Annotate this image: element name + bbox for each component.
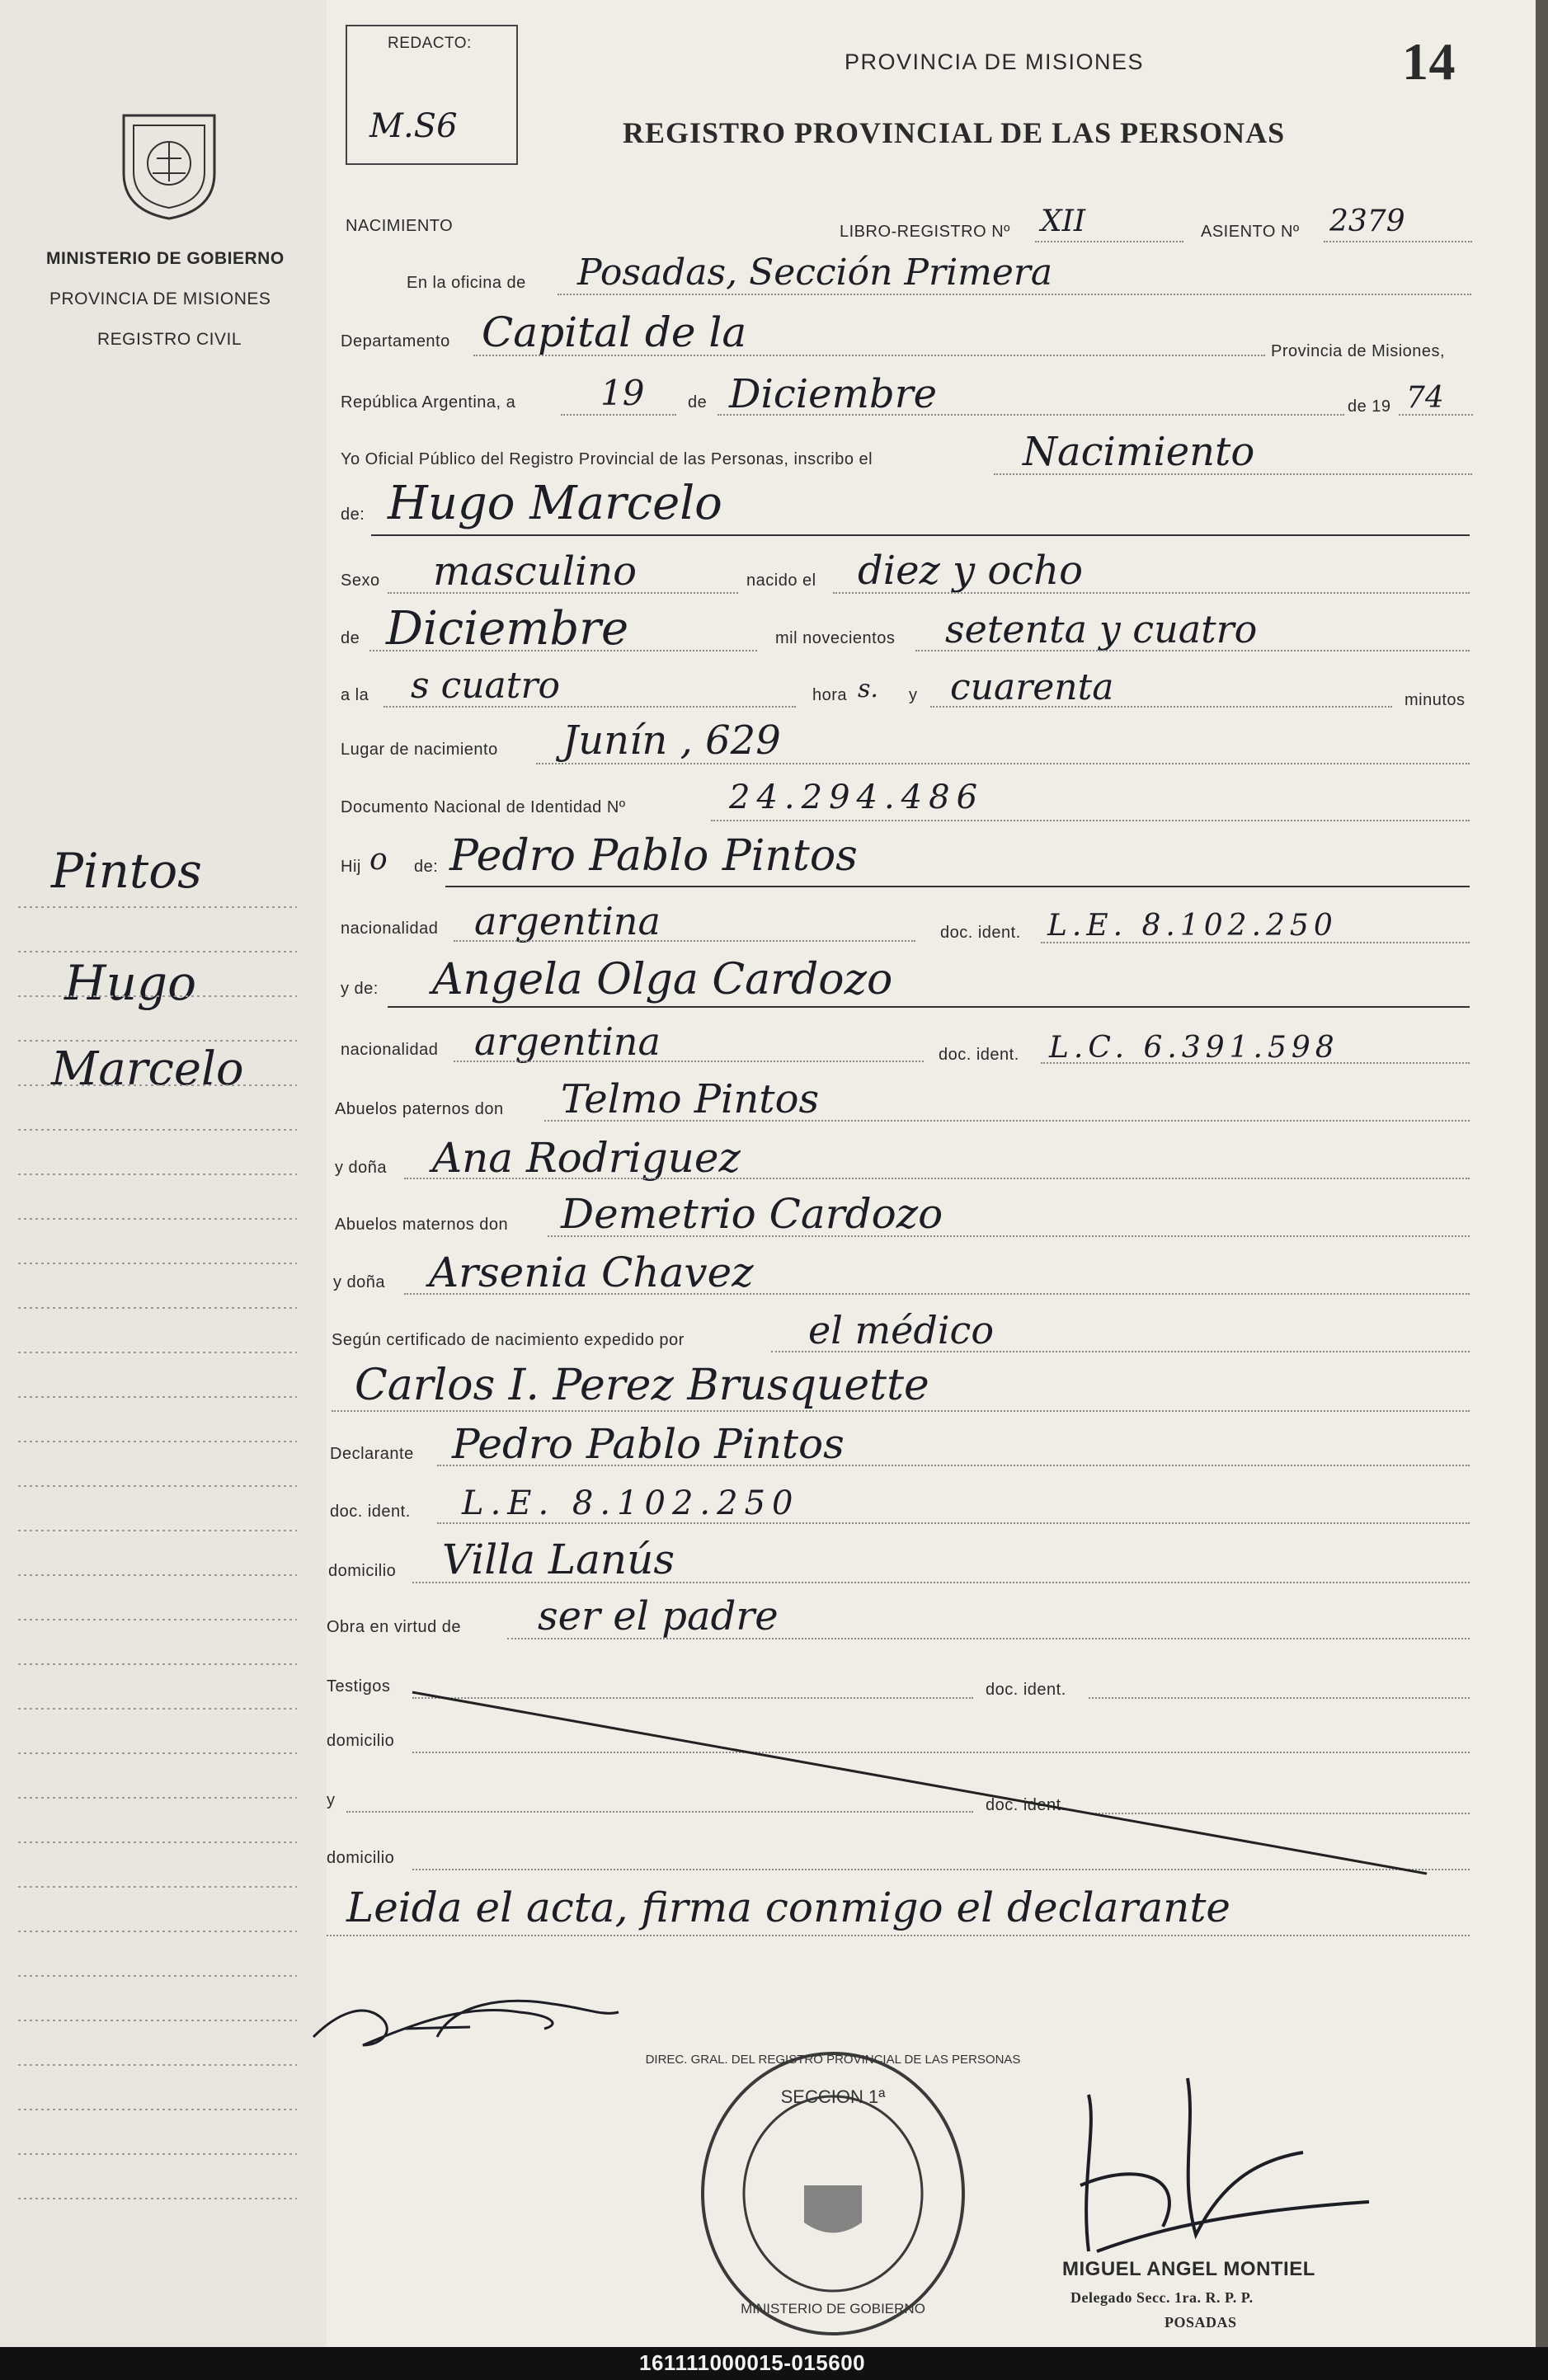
province-label: PROVINCIA DE MISIONES: [49, 289, 271, 308]
leida-dots: [327, 1935, 1470, 1936]
anio2-value: setenta y cuatro: [945, 607, 1258, 651]
ministry-label: MINISTERIO DE GOBIERNO: [46, 249, 285, 268]
obra-label: Obra en virtud de: [327, 1618, 462, 1636]
abuela-paterna-dots: [404, 1178, 1470, 1179]
anio-dots: [1399, 414, 1473, 416]
redacto-label: REDACTO:: [388, 35, 472, 52]
testigo1-doc-label: doc. ident.: [986, 1681, 1066, 1699]
nombre-line: [371, 534, 1470, 536]
official-signature: [973, 2062, 1402, 2276]
barcode-text: 161111000015-015600: [639, 2350, 866, 2375]
minutos-label: minutos: [1404, 691, 1466, 709]
asiento-label: ASIENTO Nº: [1201, 223, 1300, 241]
lugar-label: Lugar de nacimiento: [341, 741, 498, 759]
nac1-value: argentina: [474, 899, 661, 943]
declarante-label: Declarante: [330, 1445, 414, 1463]
left-ruled-lines: [0, 0, 327, 2380]
official-city: POSADAS: [1165, 2314, 1237, 2331]
testigo1-domicilio-label: domicilio: [327, 1732, 395, 1750]
abuelos-paternos-dots: [544, 1120, 1470, 1122]
leida-statement: Leida el acta, firma conmigo el declarante: [346, 1884, 1231, 1931]
oficina-dots: [558, 294, 1471, 295]
docdec-label: doc. ident.: [330, 1503, 411, 1521]
oficial-dots: [994, 473, 1472, 475]
libro-label: LIBRO-REGISTRO Nº: [840, 223, 1010, 241]
nac2-label: nacionalidad: [341, 1041, 439, 1059]
stamp-inner-text: SECCION 1ª: [780, 2086, 886, 2107]
header-title: REGISTRO PROVINCIAL DE LAS PERSONAS: [623, 116, 1286, 149]
sexo-label: Sexo: [341, 571, 380, 590]
nombre-value: Hugo Marcelo: [388, 477, 722, 530]
ydona1-label: y doña: [335, 1159, 388, 1177]
declarante-dots: [437, 1465, 1470, 1466]
libro-value: XII: [1041, 205, 1086, 238]
asiento-value: 2379: [1329, 205, 1405, 238]
mes-dots: [718, 414, 1344, 416]
nacido-dots: [833, 592, 1470, 594]
de-label: de: [688, 393, 708, 412]
redacto-value: M.S6: [369, 107, 458, 145]
dia-value: 19: [600, 373, 645, 413]
hij-label: Hij: [341, 858, 361, 876]
lugar-dots: [536, 763, 1470, 764]
certificado-dots2: [332, 1410, 1470, 1412]
departamento-value: Capital de la: [482, 308, 747, 356]
header-province: PROVINCIA DE MISIONES: [845, 49, 1145, 74]
madre-value: Angela Olga Cardozo: [432, 955, 893, 1004]
official-role: Delegado Secc. 1ra. R. P. P.: [1070, 2289, 1254, 2306]
nac2-value: argentina: [474, 1019, 661, 1064]
anio-value: 74: [1406, 381, 1444, 415]
docdec-dots: [437, 1522, 1470, 1524]
dni-dots: [711, 820, 1470, 821]
abuelos-paternos-value: Telmo Pintos: [561, 1076, 820, 1122]
stamp-outer-text: DIREC. GRAL. DEL REGISTRO PROVINCIAL DE LAS PERSONAS: [645, 2053, 1021, 2067]
nacido-label: nacido el: [746, 571, 816, 590]
certificado-value2: Carlos I. Perez Brusquette: [355, 1361, 929, 1410]
abuela-paterna-value: Ana Rodriguez: [432, 1134, 741, 1182]
declarante-value: Pedro Pablo Pintos: [452, 1420, 845, 1468]
certificado-label: Según certificado de nacimiento expedido por: [332, 1331, 685, 1349]
official-name: MIGUEL ANGEL MONTIEL: [1062, 2258, 1315, 2280]
doc1-label: doc. ident.: [940, 924, 1021, 942]
domicilio-dots: [412, 1582, 1470, 1583]
hij-de-label: de:: [414, 858, 439, 876]
margin-name-surname: Pintos: [51, 843, 202, 899]
abuela-materna-dots: [404, 1293, 1470, 1295]
testigo2-y-label: y: [327, 1791, 336, 1809]
oficina-value: Posadas, Sección Primera: [577, 252, 1053, 294]
padre-value: Pedro Pablo Pintos: [449, 831, 858, 881]
hora-dots: [383, 706, 796, 708]
abuelos-maternos-value: Demetrio Cardozo: [561, 1190, 943, 1238]
abuelos-paternos-label: Abuelos paternos don: [335, 1100, 504, 1118]
ala-label: a la: [341, 686, 369, 704]
nac1-label: nacionalidad: [341, 920, 439, 938]
oficina-label: En la oficina de: [407, 274, 526, 292]
min-dots: [930, 706, 1392, 708]
doc2-dots: [1041, 1062, 1470, 1064]
domicilio-label: domicilio: [328, 1562, 397, 1580]
doc2-value: L.C. 6.391.598: [1049, 1031, 1339, 1065]
obra-dots: [507, 1638, 1470, 1639]
departamento-label: Departamento: [341, 332, 450, 350]
mes2-value: Diciembre: [386, 602, 629, 656]
hora-value: s cuatro: [411, 665, 560, 707]
testigos-label: Testigos: [327, 1677, 391, 1696]
y-label: y: [909, 686, 918, 704]
oficial-value: Nacimiento: [1023, 429, 1255, 475]
hij-suffix: o: [369, 843, 388, 877]
madre-line: [388, 1006, 1470, 1008]
provincia-suffix: Provincia de Misiones,: [1271, 342, 1446, 360]
mes-value: Diciembre: [729, 371, 938, 417]
de2-label: de: [341, 629, 360, 647]
margin-name-second: Marcelo: [51, 1042, 244, 1096]
declarant-signature: [305, 1979, 652, 2070]
registry-label: REGISTRO CIVIL: [97, 330, 242, 349]
abuelos-maternos-label: Abuelos maternos don: [335, 1216, 509, 1234]
certificado-dots: [771, 1351, 1470, 1352]
ydona2-label: y doña: [333, 1273, 386, 1291]
yde-label: y de:: [341, 980, 379, 998]
abuela-materna-value: Arsenia Chavez: [429, 1249, 754, 1296]
padre-line: [445, 886, 1470, 887]
margin-name-first: Hugo: [64, 955, 196, 1011]
nombre-label: de:: [341, 506, 365, 524]
sexo-dots: [388, 592, 738, 594]
lugar-value: Junín , 629: [562, 717, 781, 764]
horas-label: hora: [812, 686, 848, 704]
testigo2-domicilio-label: domicilio: [327, 1849, 395, 1867]
oficial-label: Yo Oficial Público del Registro Provincial de las Personas, inscribo el: [341, 450, 873, 468]
testigo2-doc-label: doc. ident.: [986, 1796, 1066, 1814]
docdec-value: L.E. 8.102.250: [462, 1484, 800, 1522]
dia-dots: [561, 414, 676, 416]
dni-label: Documento Nacional de Identidad Nº: [341, 798, 626, 816]
obra-value: ser el padre: [538, 1593, 779, 1639]
asiento-dots: [1324, 241, 1472, 242]
doc2-label: doc. ident.: [939, 1046, 1019, 1064]
departamento-dots: [473, 355, 1265, 356]
dni-value: 24.294.486: [729, 778, 985, 816]
domicilio-value: Villa Lanús: [442, 1536, 675, 1583]
anio2-dots: [915, 650, 1470, 651]
void-strike-line: [412, 1682, 1435, 1880]
republica-label: República Argentina, a: [341, 393, 516, 412]
doc1-dots: [1041, 942, 1470, 943]
min-value: cuarenta: [950, 666, 1114, 708]
mil-label: mil novecientos: [775, 629, 896, 647]
certificado-value: el médico: [808, 1308, 995, 1352]
official-stamp: [645, 2045, 1021, 2342]
nac2-dots: [454, 1061, 924, 1062]
stamp-bottom-text: MINISTERIO DE GOBIERNO: [741, 2301, 925, 2317]
doc1-value: L.E. 8.102.250: [1047, 909, 1338, 943]
record-type-label: NACIMIENTO: [346, 217, 454, 235]
sexo-value: masculino: [433, 548, 638, 595]
page-number: 14: [1402, 32, 1456, 91]
horas-s-value: s.: [858, 675, 878, 703]
mes2-dots: [369, 650, 757, 651]
libro-dots: [1035, 241, 1183, 242]
nac1-dots: [454, 940, 915, 942]
nacido-value: diez y ocho: [858, 548, 1083, 594]
de19-label: de 19: [1348, 397, 1391, 416]
abuelos-maternos-dots: [548, 1235, 1470, 1237]
